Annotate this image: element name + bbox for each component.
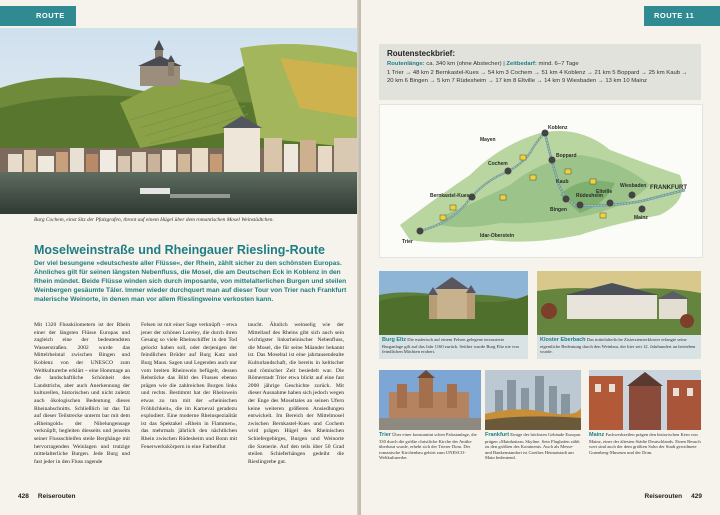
photo-kloster-eberbach: [537, 271, 701, 335]
caption-mainz: Mainz Fachwerkzeilen prägen den historischen Kern von Mainz, einer der ältesten Städte Deutschlands. Einen Besuch wert sind auch der dem größten Sohn der Stadt gewidmete Gutenberg-Museum und der Dom.: [589, 432, 701, 455]
article-title: Moselweinstraße und Rheingauer Riesling-Route: [34, 243, 326, 257]
page-number: 428: [18, 493, 29, 500]
route-profile-title: Routensteckbrief:: [387, 49, 456, 58]
map-label-eltville: Eltville: [596, 189, 613, 195]
map-label-frankfurt: FRANKFURT: [650, 185, 687, 191]
map-label-trier: Trier: [402, 239, 413, 245]
route-profile-box: [379, 44, 701, 100]
map-label-boppard: Boppard: [556, 153, 577, 159]
photo-trier: [379, 370, 481, 430]
burg-cochem-illustration: [0, 28, 359, 214]
folio-section: Reiserouten: [644, 493, 683, 500]
caption-trier: Trier Über einer konstantini schen Palastanlage, die 330 durch die größte christliche Kirche der Antike überbaut wurde, erhebt sich der Trierer Dom. Der romanische Kirchenbau gehört zum UNESCO-Weltkulturerbe.: [379, 432, 477, 461]
map-label-idar: Idar-Oberstein: [480, 233, 515, 239]
page-folio: [18, 493, 75, 500]
photo-mainz: [589, 370, 701, 430]
burg-cochem-photo: [0, 28, 359, 214]
map-label-bernkastel: Bernkastel-Kues: [430, 193, 470, 199]
body-column-2: Felsen ist mit einer Sage verknüpft – etwa jener der schönen Loreley, die durch ihren Gesang so viele Rheinschiffer in den Tod gelockt haben soll, oder derjenigen der feindlichen Brüder auf Burg Katz und Burg Maus. Sagen und Legenden auch nur vom breiten Rheinwein befügelt, dessen Rebstöcke das Bild des Flusses ebenso prägen wie die zahlreichen Burgen links und rechts. Bestimmt hat der Rheinwein etwas zu tun mit der »rheinischen Fröhlichkeit«, die im Karneval geradezu explodiert. Eine moderne Rheinspezialität ist das Spektakel »Rhein in Flammen«, das mehrmals jährlich den nächtlichen Rhein zwischen Rüdesheim und Bonn mit Feuerwerkskörpern in eine Farbenflut: [141, 322, 237, 450]
route-map-illustration: [380, 105, 702, 257]
map-label-wiesbaden: Wiesbaden: [620, 183, 647, 189]
caption-kloster-eberbach: Kloster Eberbach Das mittelalterliche Zisterzienserkloster erlangte seine eigentliche Bedeutung durch den Weinbau, der hier seit 12. Jahrhundert an betrieben wurde.: [537, 335, 701, 359]
page-number: 429: [691, 493, 702, 500]
caption-burg-eltz: Burg Eltz Die malerisch auf einem Felsen gelegene terrassierte Burganlage gilt auf das Jahr 1160 zurück. Seither wurde Burg Eltz nie von feindlichen Mächten erobert.: [379, 335, 528, 359]
route-map: [379, 104, 703, 258]
photo-burg-eltz: [379, 271, 528, 335]
folio-section: Reiserouten: [37, 493, 76, 500]
body-column-1: Mit 1320 Flusskilometern ist der Rhein einer der längsten Flüsse Europas und zugleich eine der bedeutendsten Wasserstraßen. 2002 wurde das Mittelrheintal zwischen Bingen und Koblenz von der UNESCO zum Weltkulturerbe erklärt – eine Hommage an die landschaftliche Schönheit des Landstrichs, aber auch Anerkennung der kulturellen, historischen und nicht zuletzt auch ökologischen Bedeutung dieses Rheinabschnitts. Schließlich ist das Tal auf dieser Teilstrecke unterm bar mit dem »Rheingold« der Nibelungensage verknüpft, begleiten diesseits und jenseits seiner Flussschleifen steile Berghänge mit hervorragenden Weinlagen und trutzige mittelalterliche Burgen. Jede Burg und fast jeder in den Fluss ragende: [34, 322, 130, 465]
route-tag: ROUTE 11: [644, 6, 720, 26]
route-stops: 1 Trier → 48 km 2 Bernkastel-Kues → 54 km 3 Cochem → 51 km 4 Koblenz → 21 km 5 Boppard → 25 km Kaub → 20 km 6 Bingen → 5 km 7 Rüdesheim → 17 km 8 Eltville → 14 km 9 Wiesbaden → 13 km 10 Mainz: [387, 69, 688, 85]
mainz-illustration: [589, 370, 701, 430]
trier-illustration: [379, 370, 481, 430]
map-label-koblenz: Koblenz: [548, 125, 568, 131]
frankfurt-illustration: [485, 370, 581, 430]
route-tag: ROUTE: [0, 6, 76, 26]
map-label-cochem: Cochem: [488, 161, 508, 167]
body-column-3: taucht. Ähnlich weinselig wie der Mittellauf des Rheins gibt sich auch sein wichtigster linksrheinischer Nebenfluss, die Mosel, die für seine Mäander bekannt ist. Das Moseltal ist eine jahrtausendealte Kulturlandschaft, die bereits in keltischer und römischer Zeit besiedelt war. Die Römerstadt Trier etwa blickt auf eine fast 2000 jährige Geschichte zurück. Mit dieser Ausnahme haben sich jedoch wegen der Enge des Moseltales an seinen Ufern keine weiteren größeren Ansiedlungen entwickelt. Im Bereich der Mittelmosel zwischen Bernkastel-Kues und Cochem wird prägen Hügel des Rheinischen Schiefergebirges, Burgen und Weinorte die Szenerie. Auf den teils über 50 Grad steilen Schieferhängen gedeiht die Rieslingrebe gut.: [248, 322, 344, 465]
map-label-bingen: Bingen: [550, 207, 567, 213]
kloster-eberbach-illustration: [537, 271, 701, 335]
caption-frankfurt: Frankfurt Einige der höchsten Gebäude Europas prägen »Mainhattan« Skyline. Sein Flughafen zählt zu den größten des Kontinents. Auch als Messe- und Bankenstandort ist Goethes Heimatstadt am Main bedeutend.: [485, 432, 581, 461]
map-label-mainz: Mainz: [634, 215, 648, 221]
route-profile-body: Routenlänge: ca. 340 km (ohne Abstecher) | Zeitbedarf: mind. 6–7 Tage 1 Trier → 48 km 2 Bernkastel-Kues → 54 km 3 Cochem → 51 km 4 Koblenz → 21 km 5 Boppard → 25 km Kaub → 20 km 6 Bingen → 5 km 7 Rüdesheim → 17 km 8 Eltville → 14 km 9 Wiesbaden → 13 km 10 Mainz: [387, 61, 688, 85]
burg-eltz-illustration: [379, 271, 528, 335]
photo-caption: Burg Cochem, einst Sitz der Pfalzgrafen, thront auf einem Hügel über dem romantischen Mosel Weinstädtchen.: [34, 217, 274, 223]
right-page: [361, 0, 720, 515]
page-folio: [645, 493, 702, 500]
article-lead: Der viel besungene »deutscheste aller Flüsse«, der Rhein, zählt sicher zu den schönsten Europas. Ähnliches gilt für seinen längsten Nebenfluss, die Mosel, die am Deutschen Eck in Koblenz in den Rhein mündet. Beide Flüsse winden sich durch imposante, von mittelalterlichen Burgen und steilen Weinbergen gesäumte Täler. Immer wieder durchquert man auf dieser Tour von Trier nach Frankfurt malerische Weinorte, in denen man vor allem Rieslingweine verkosten kann.: [34, 260, 347, 303]
map-label-ruedesheim: Rüdesheim: [576, 193, 603, 199]
left-page: [0, 0, 359, 515]
map-label-mayen: Mayen: [480, 137, 496, 143]
photo-frankfurt: [485, 370, 581, 430]
map-label-kaub: Kaub: [556, 179, 569, 185]
